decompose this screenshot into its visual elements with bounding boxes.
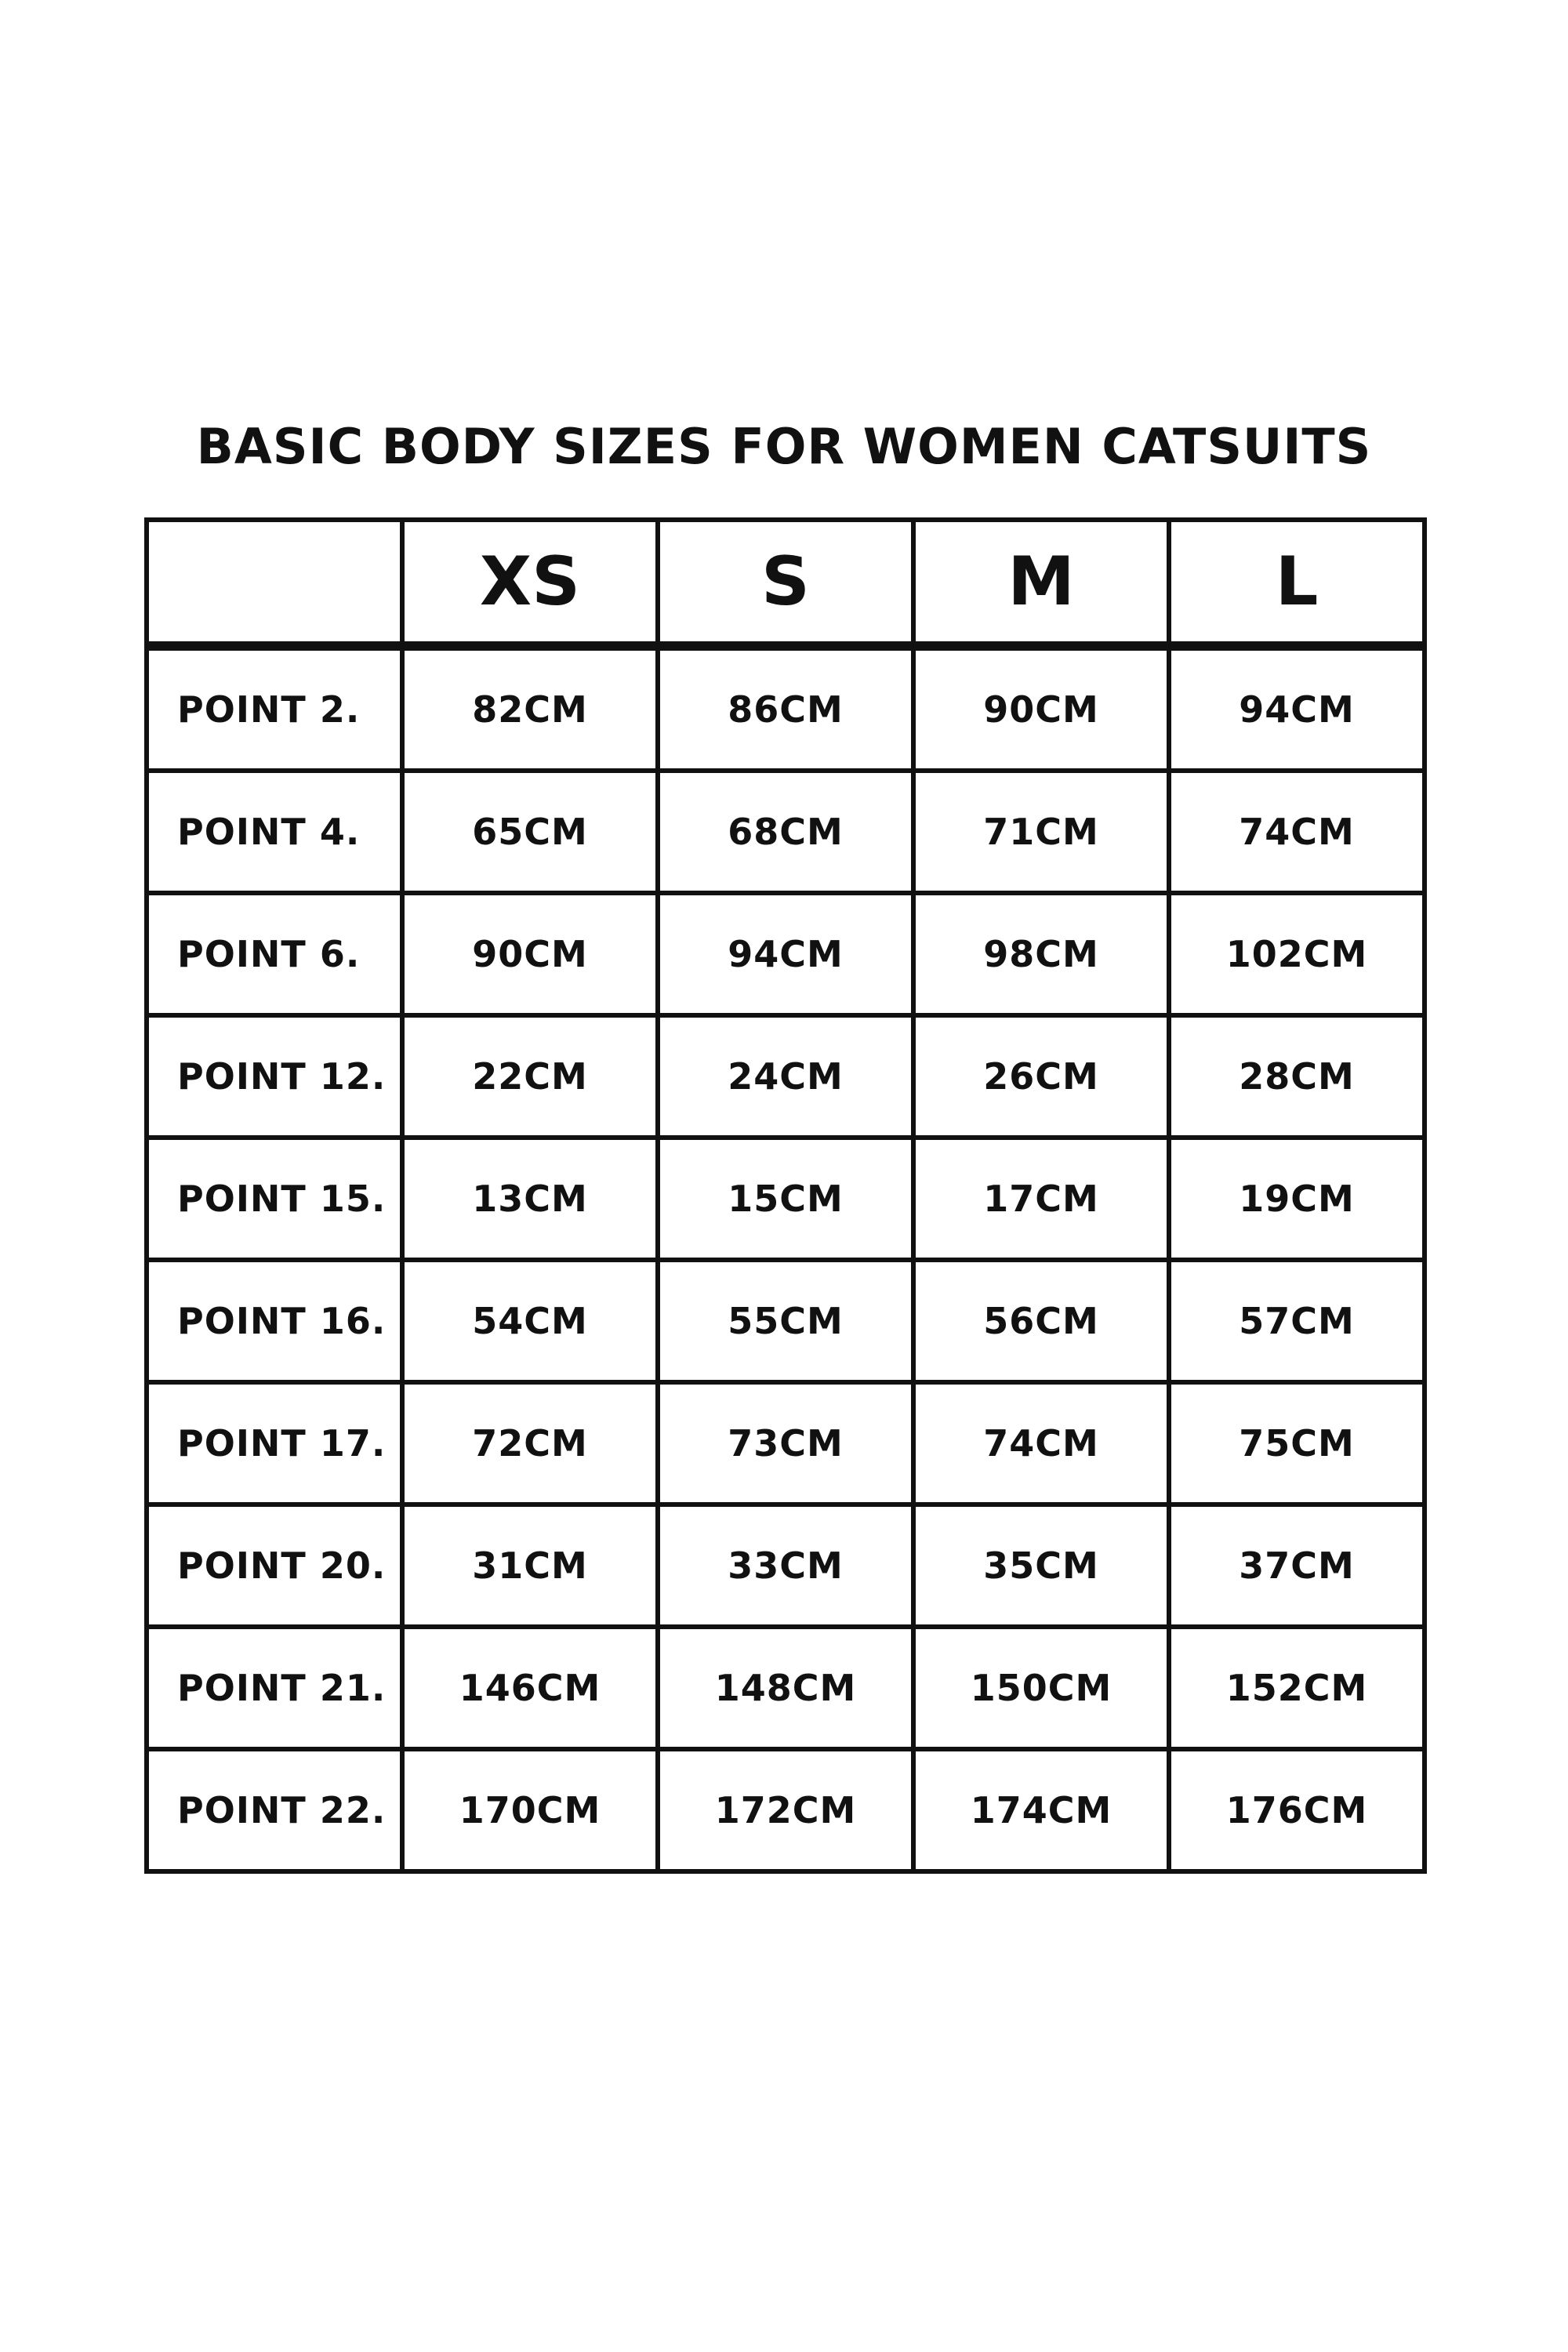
header-size-s: S [658,520,913,646]
table-header-row [147,520,1425,646]
measurement-cell: 94CM [1169,646,1425,771]
row-label-cell: POINT 16. [147,1260,402,1382]
row-label-cell: POINT 4. [147,771,402,893]
measurement-cell: 146CM [402,1627,658,1749]
table-body [147,646,1425,1871]
measurement-cell: 86CM [658,646,913,771]
row-label-cell: POINT 2. [147,646,402,771]
measurement-cell: 57CM [1169,1260,1425,1382]
measurement-cell: 71CM [913,771,1169,893]
row-label-cell: POINT 12. [147,1015,402,1138]
measurement-cell: 35CM [913,1504,1169,1627]
page-title: BASIC BODY SIZES FOR WOMEN CATSUITS [196,418,1372,475]
table-row [147,771,1425,893]
measurement-cell: 148CM [658,1627,913,1749]
measurement-cell: 33CM [658,1504,913,1627]
measurement-cell: 17CM [913,1138,1169,1260]
table-row [147,1260,1425,1382]
table-row [147,646,1425,771]
measurement-cell: 90CM [402,893,658,1015]
measurement-cell: 176CM [1169,1749,1425,1871]
measurement-cell: 31CM [402,1504,658,1627]
measurement-cell: 24CM [658,1015,913,1138]
measurement-cell: 152CM [1169,1627,1425,1749]
measurement-cell: 82CM [402,646,658,771]
header-size-l: L [1169,520,1425,646]
measurement-cell: 13CM [402,1138,658,1260]
measurement-cell: 28CM [1169,1015,1425,1138]
measurement-cell: 65CM [402,771,658,893]
measurement-cell: 172CM [658,1749,913,1871]
table-row [147,1749,1425,1871]
table-row [147,1627,1425,1749]
table-row [147,1138,1425,1260]
measurement-cell: 54CM [402,1260,658,1382]
row-label-cell: POINT 17. [147,1382,402,1504]
measurement-cell: 73CM [658,1382,913,1504]
measurement-cell: 26CM [913,1015,1169,1138]
table-row [147,1382,1425,1504]
measurement-cell: 74CM [913,1382,1169,1504]
corner-header-cell [147,520,402,646]
row-label-cell: POINT 20. [147,1504,402,1627]
measurement-cell: 102CM [1169,893,1425,1015]
size-chart-table [144,517,1427,1874]
row-label-cell: POINT 6. [147,893,402,1015]
table-row [147,1504,1425,1627]
measurement-cell: 94CM [658,893,913,1015]
measurement-cell: 98CM [913,893,1169,1015]
row-label-cell: POINT 15. [147,1138,402,1260]
measurement-cell: 170CM [402,1749,658,1871]
row-label-cell: POINT 22. [147,1749,402,1871]
measurement-cell: 68CM [658,771,913,893]
measurement-cell: 72CM [402,1382,658,1504]
measurement-cell: 74CM [1169,771,1425,893]
measurement-cell: 22CM [402,1015,658,1138]
header-size-m: M [913,520,1169,646]
table-row [147,893,1425,1015]
measurement-cell: 75CM [1169,1382,1425,1504]
measurement-cell: 19CM [1169,1138,1425,1260]
measurement-cell: 56CM [913,1260,1169,1382]
measurement-cell: 174CM [913,1749,1169,1871]
measurement-cell: 55CM [658,1260,913,1382]
measurement-cell: 150CM [913,1627,1169,1749]
measurement-cell: 15CM [658,1138,913,1260]
row-label-cell: POINT 21. [147,1627,402,1749]
header-size-xs: XS [402,520,658,646]
measurement-cell: 90CM [913,646,1169,771]
measurement-cell: 37CM [1169,1504,1425,1627]
table-row [147,1015,1425,1138]
